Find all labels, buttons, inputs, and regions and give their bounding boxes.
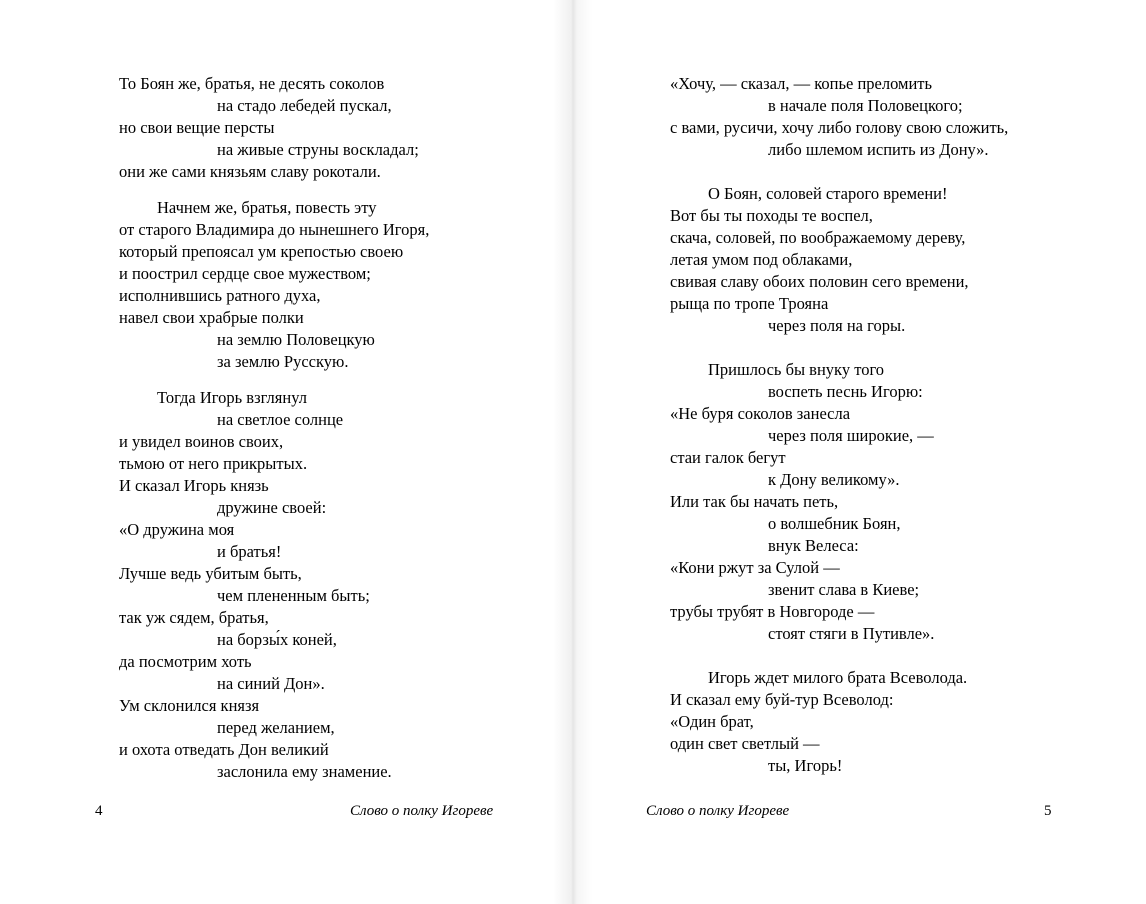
poem-line: стаи галок бегут xyxy=(670,448,786,467)
poem-line: на живые струны воскладал; xyxy=(217,140,419,159)
poem-line: навел свои храбрые полки xyxy=(119,308,304,327)
poem-line: один свет светлый — xyxy=(670,734,820,753)
running-head: Слово о полку Игореве xyxy=(646,803,790,819)
poem-line: и увидел воинов своих, xyxy=(119,432,284,451)
right-poem-text xyxy=(670,73,1110,777)
poem-line: тьмою от него прикрытых. xyxy=(119,454,308,473)
poem-line: звенит слава в Киеве; xyxy=(768,580,920,599)
page-number: 4 xyxy=(95,803,103,819)
poem-line: «Не буря соколов занесла xyxy=(670,404,851,423)
poem-line: но свои вещие персты xyxy=(119,118,275,137)
poem-line: Вот бы ты походы те воспел, xyxy=(670,206,873,225)
poem-line: на синий Дон». xyxy=(217,674,325,693)
poem-line: летая умом под облаками, xyxy=(670,250,853,269)
poem-line: Тогда Игорь взглянул xyxy=(157,388,307,407)
poem-line: перед желанием, xyxy=(217,718,335,737)
poem-line: дружине своей: xyxy=(217,498,327,517)
poem-line: за землю Русскую. xyxy=(217,352,349,371)
poem-line: Начнем же, братья, повесть эту xyxy=(157,198,377,217)
poem-line: на светлое солнце xyxy=(217,410,344,429)
poem-line: и охота отведать Дон великий xyxy=(119,740,329,759)
poem-line: скача, соловей, по воображаемому дереву, xyxy=(670,228,966,247)
poem-line: Лучше ведь убитым быть, xyxy=(119,564,302,583)
poem-line: в начале поля Половецкого; xyxy=(768,96,963,115)
poem-line: который препоясал ум крепостью своею xyxy=(119,242,404,261)
poem-line: от старого Владимира до нынешнего Игоря, xyxy=(119,220,430,239)
poem-line: и братья! xyxy=(217,542,282,561)
poem-line: И сказал ему буй-тур Всеволод: xyxy=(670,690,894,709)
poem-line: свивая славу обоих половин сего времени, xyxy=(670,272,969,291)
poem-line: То Боян же, братья, не десять соколов xyxy=(119,74,385,93)
poem-line: «Хочу, — сказал, — копье преломить xyxy=(670,74,933,93)
poem-line: и поострил сердце свое мужеством; xyxy=(119,264,371,283)
poem-line: исполнившись ратного духа, xyxy=(119,286,321,305)
poem-line: «Один брат, xyxy=(670,712,754,731)
poem-line: внук Велеса: xyxy=(768,536,859,555)
poem-line: через поля на горы. xyxy=(768,316,906,335)
poem-line: Или так бы начать петь, xyxy=(670,492,839,511)
poem-line: Игорь ждет милого брата Всеволода. xyxy=(708,668,968,687)
poem-line: трубы трубят в Новгороде — xyxy=(670,602,875,621)
poem-line: они же сами князьям славу рокотали. xyxy=(119,162,381,181)
poem-line: к Дону великому». xyxy=(768,470,900,489)
poem-line: либо шлемом испить из Дону». xyxy=(768,140,989,159)
poem-line: Пришлось бы внуку того xyxy=(708,360,885,379)
poem-line: О Боян, соловей старого времени! xyxy=(708,184,948,203)
poem-line: на борзы́х коней, xyxy=(217,630,337,649)
poem-line: ты, Игорь! xyxy=(768,756,843,775)
running-head: Слово о полку Игореве xyxy=(350,803,494,819)
poem-line: о волшебник Боян, xyxy=(768,514,901,533)
page-number: 5 xyxy=(1044,803,1052,819)
poem-line: «Кони ржут за Сулой — xyxy=(670,558,840,577)
poem-line: «О дружина моя xyxy=(119,520,235,539)
poem-line: так уж сядем, братья, xyxy=(119,608,269,627)
poem-line: через поля широкие, — xyxy=(768,426,934,445)
poem-line: воспеть песнь Игорю: xyxy=(768,382,923,401)
left-poem-text xyxy=(119,73,539,783)
poem-line: на стадо лебедей пускал, xyxy=(217,96,392,115)
poem-line: заслонила ему знамение. xyxy=(217,762,392,781)
poem-line: стоят стяги в Путивле». xyxy=(768,624,935,643)
poem-line: на землю Половецкую xyxy=(217,330,375,349)
right-page xyxy=(573,0,1146,904)
poem-line: рыща по тропе Трояна xyxy=(670,294,829,313)
poem-line: да посмотрим хоть xyxy=(119,652,252,671)
poem-line: с вами, русичи, хочу либо голову свою сложить, xyxy=(670,118,1009,137)
poem-line: Ум склонился князя xyxy=(119,696,260,715)
poem-line: И сказал Игорь князь xyxy=(119,476,269,495)
poem-line: чем плененным быть; xyxy=(217,586,370,605)
